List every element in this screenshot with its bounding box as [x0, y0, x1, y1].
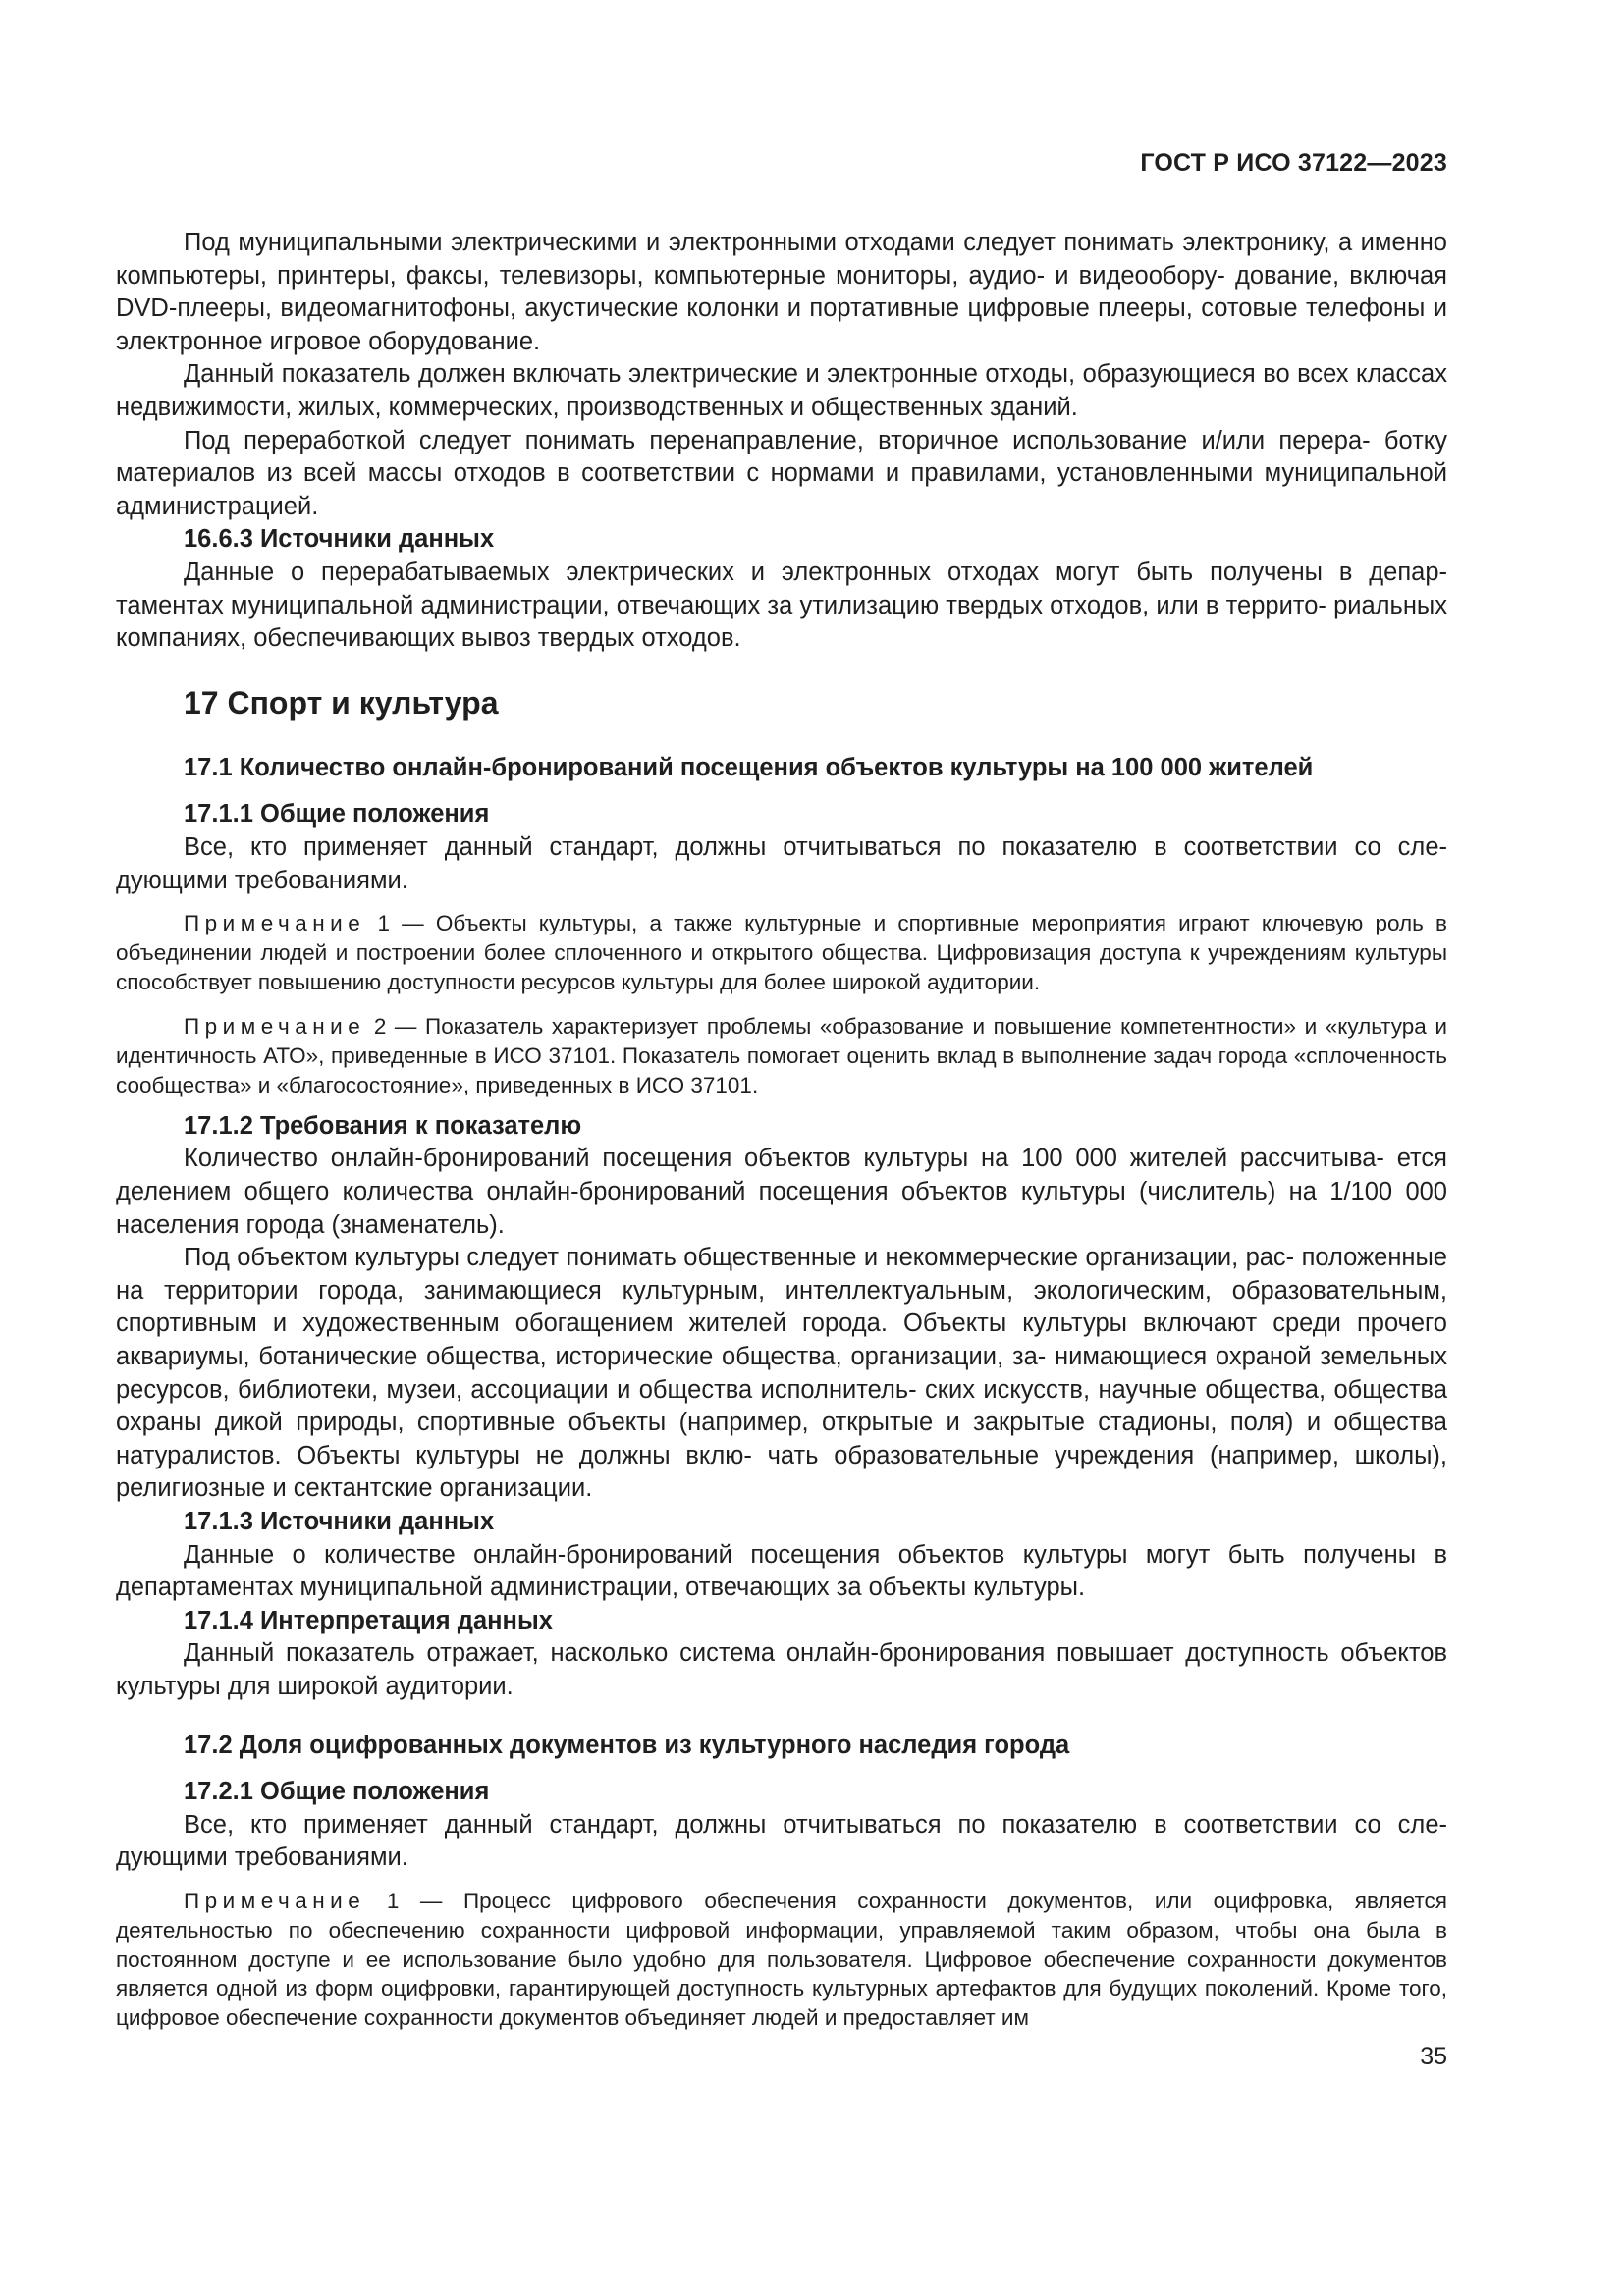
note	[116, 909, 1447, 996]
page-number: 35	[1420, 2043, 1447, 2070]
section-heading: 17 Спорт и культура	[184, 684, 499, 721]
paragraph: Данные о перерабатываемых электрических и электронных отходах могут быть получены в депар- таментах муниципальной администрации, отвечающих за утилизацию твердых отходов, или в террито- риальных компаниях, обеспечивающих вывоз твердых отходов.	[116, 558, 1447, 653]
clause-heading: 17.2 Доля оцифрованных документов из культурного наследия города	[184, 1731, 1070, 1759]
subsection-heading: 16.6.3 Источники данных	[184, 525, 495, 554]
page-content	[116, 227, 1447, 2033]
paragraph: Все, кто применяет данный стандарт, должны отчитываться по показателю в соответствии со сле- дующими требованиями.	[116, 1810, 1447, 1872]
subsection-heading: 17.1.3 Источники данных	[184, 1508, 495, 1535]
subsection-heading: 17.1.2 Требования к показателю	[184, 1111, 582, 1140]
subsection-heading: 17.1.1 Общие положения	[184, 800, 490, 828]
paragraph: Количество онлайн-бронирований посещения объектов культуры на 100 000 жителей рассчитыва- ется делением общего количества онлайн-бронирований посещения объектов культуры (числитель) на 1/100 000 населения города (знаменатель).	[116, 1145, 1447, 1239]
note-label: Примечание	[184, 911, 366, 936]
note-label: Примечание	[184, 1888, 366, 1913]
note	[116, 1012, 1447, 1099]
paragraph: Данный показатель должен включать электрические и электронные отходы, образующиеся во всех классах недвижимости, жилых, коммерческих, производственных и общественных зданий.	[116, 360, 1447, 421]
note-text: 2 — Показатель характеризует проблемы «образование и повышение компетентности» и «культура и идентичность АТО», приведенные в ИСО 37101. Показатель помогает оценить вклад в выполнение задач города «сплоченность сообщества» и «благосостояние», приведенных в ИСО 37101.	[116, 1014, 1447, 1098]
standard-code-header: ГОСТ Р ИСО 37122—2023	[1140, 149, 1447, 177]
paragraph: Под муниципальными электрическими и электронными отходами следует понимать электронику, а именно компьютеры, принтеры, факсы, телевизоры, компьютерные мониторы, аудио- и видеообору- дование, включая DVD-плееры, видеомагнитофоны, акустические колонки и портативные цифровые плееры, сотовые телефоны и электронное игровое оборудование.	[116, 229, 1447, 355]
clause-heading: 17.1 Количество онлайн-бронирований посещения объектов культуры на 100 000 жителей	[184, 753, 1314, 781]
note-text: 1 — Процесс цифрового обеспечения сохранности документов, или оцифровка, является деятельностью по обеспечению сохранности цифровой информации, управляемой таким образом, чтобы она была в постоянном доступе и ее использование было удобно для пользователя. Цифровое обеспечение сохранности документов является одной из форм оцифровки, гарантирующей доступность культурных артефактов для будущих поколений. Кроме того, цифровое обеспечение сохранности документов объединяет людей и предоставляет им	[116, 1888, 1447, 2031]
paragraph: Данные о количестве онлайн-бронирований посещения объектов культуры могут быть получены в департаментах муниципальной администрации, отвечающих за объекты культуры.	[116, 1540, 1447, 1602]
note	[116, 1887, 1447, 2033]
subsection-heading: 17.1.4 Интерпретация данных	[184, 1606, 553, 1634]
paragraph: Под переработкой следует понимать перенаправление, вторичное использование и/или перера- ботку материалов из всей массы отходов в соответствии с нормами и правилами, установленными муниципальной администрацией.	[116, 426, 1447, 520]
paragraph: Данный показатель отражает, насколько система онлайн-бронирования повышает доступность объектов культуры для широкой аудитории.	[116, 1639, 1447, 1700]
paragraph: Все, кто применяет данный стандарт, должны отчитываться по показателю в соответствии со сле- дующими требованиями.	[116, 832, 1447, 894]
note-text: 1 — Объекты культуры, а также культурные и спортивные мероприятия играют ключевую роль в объединении людей и построении более сплоченного и открытого общества. Цифровизация доступа к учреждениям культуры способствует повышению доступности ресурсов культуры для более широкой аудитории.	[116, 911, 1447, 994]
paragraph: Под объектом культуры следует понимать общественные и некоммерческие организации, рас- положенные на территории города, занимающиеся культурным, интеллектуальным, экологическим, образовательным, спортивным и художественным обогащением жителей города. Объекты культуры включают среди прочего аквариумы, ботанические общества, исторические общества, организации, за- нимающиеся охраной земельных ресурсов, библиотеки, музеи, ассоциации и общества исполнитель- ских искусств, научные общества, общества охраны дикой природы, спортивные объекты (например, открытые и закрытые стадионы, поля) и общества натуралистов. Объекты культуры не должны вклю- чать образовательные учреждения (например, школы), религиозные и сектантские организации.	[116, 1244, 1447, 1503]
note-label: Примечание	[184, 1014, 366, 1040]
subsection-heading: 17.2.1 Общие положения	[184, 1778, 490, 1806]
